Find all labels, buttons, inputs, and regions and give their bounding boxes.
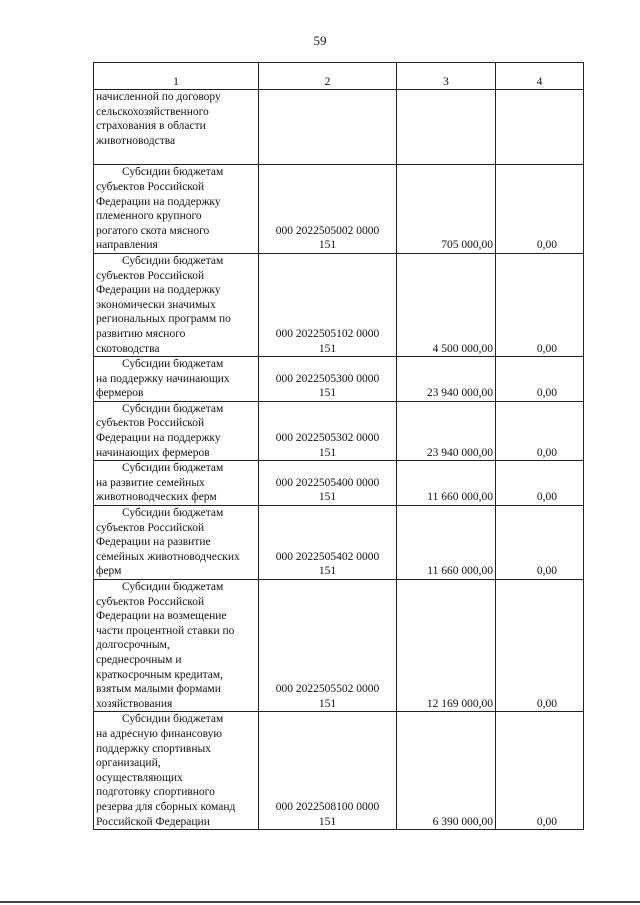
table-row: [94, 506, 584, 580]
row-amount-cell: 4 500 000,00: [397, 253, 496, 356]
row-name-line: Субсидии бюджетам: [122, 713, 224, 726]
row-value-cell: 0,00: [496, 506, 584, 580]
row-amount-cell: 12 169 000,00: [397, 580, 496, 712]
row-code-line: 000 2022505102 0000: [275, 327, 380, 340]
row-code-line: 151: [318, 342, 337, 355]
column-header-4: 4: [496, 63, 584, 90]
row-code-line: 151: [318, 565, 337, 578]
row-name-line: ферм: [96, 565, 122, 578]
row-code-line: 000 2022505302 0000: [275, 432, 380, 445]
row-name-line: Субсидии бюджетам: [122, 462, 224, 475]
row-code-cell: [259, 506, 397, 580]
row-name-line: взятым малыми формами: [96, 683, 221, 696]
row-name-cell: [94, 461, 259, 506]
row-name-line: на поддержку начинающих: [96, 372, 230, 385]
scan-bottom-edge: [0, 901, 640, 903]
row-name-line: субъектов Российской: [96, 269, 205, 282]
row-name-line: Субсидии бюджетам: [122, 402, 224, 415]
row-name-line: скотоводства: [96, 342, 160, 355]
table-row: [94, 461, 584, 506]
row-name-cell: [94, 580, 259, 712]
row-value-cell: 0,00: [496, 712, 584, 830]
row-code-cell: [259, 253, 397, 356]
row-name-line: поддержку спортивных: [96, 742, 211, 755]
row-name-line: семейных животноводческих: [96, 550, 240, 563]
row-code-cell: [259, 461, 397, 506]
row-name-cell: [94, 165, 259, 254]
row-name-line: рогатого скота мясного: [96, 224, 210, 237]
row-code-cell: [259, 165, 397, 254]
row-name-line: на адресную финансовую: [96, 727, 222, 740]
row-name-line: Федерации на поддержку: [96, 284, 221, 297]
row-name-line: Федерации на поддержку: [96, 195, 221, 208]
row-value-cell: 0,00: [496, 253, 584, 356]
row-code-cell: [259, 357, 397, 402]
row-name-line: животноводства: [96, 134, 176, 147]
row-amount-cell: [397, 90, 496, 165]
row-code-line: 000 2022505502 0000: [275, 683, 380, 696]
row-code-line: 000 2022505400 0000: [275, 476, 380, 489]
row-name-line: начинающих фермеров: [96, 446, 210, 459]
row-name-line: экономически значимых: [96, 298, 216, 311]
row-code-line: 000 2022505002 0000: [275, 224, 380, 237]
row-name-cell: [94, 712, 259, 830]
row-code-cell: [259, 401, 397, 460]
row-name-line: фермеров: [96, 387, 144, 400]
row-name-line: субъектов Российской: [96, 180, 205, 193]
row-name-line: Субсидии бюджетам: [122, 358, 224, 371]
row-code-line: 151: [318, 491, 337, 504]
row-value-cell: 0,00: [496, 580, 584, 712]
row-name-line: Субсидии бюджетам: [122, 166, 224, 179]
table-row: [94, 357, 584, 402]
column-header-3: 3: [397, 63, 496, 90]
row-name-line: подготовку спортивного: [96, 786, 215, 799]
table-header-row: [94, 63, 584, 90]
row-amount-cell: 705 000,00: [397, 165, 496, 254]
table-row: [94, 253, 584, 356]
row-name-cell: [94, 253, 259, 356]
row-value-cell: 0,00: [496, 401, 584, 460]
row-name-line: части процентной ставки по: [96, 624, 235, 637]
column-header-2: 2: [259, 63, 397, 90]
table-row: [94, 712, 584, 830]
row-code-cell: [259, 580, 397, 712]
row-amount-cell: 11 660 000,00: [397, 461, 496, 506]
row-value-cell: 0,00: [496, 461, 584, 506]
row-name-line: Федерации на развитие: [96, 536, 211, 549]
row-code-line: 151: [318, 239, 337, 252]
table-row: [94, 401, 584, 460]
row-name-line: организаций,: [96, 757, 161, 770]
budget-table: [93, 62, 584, 830]
row-name-line: направления: [96, 239, 158, 252]
row-name-cell: [94, 506, 259, 580]
row-name-line: племенного крупного: [96, 210, 202, 223]
row-name-line: сельскохозяйственного: [96, 105, 209, 118]
row-amount-cell: 23 940 000,00: [397, 401, 496, 460]
row-code-line: 151: [318, 446, 337, 459]
row-name-line: резерва для сборных команд: [96, 800, 236, 813]
row-code-line: 000 2022505402 0000: [275, 550, 380, 563]
row-name-line: субъектов Российской: [96, 417, 205, 430]
table-row: [94, 165, 584, 254]
row-code-line: 151: [318, 387, 337, 400]
row-name-line: Субсидии бюджетам: [122, 254, 224, 267]
row-name-line: краткосрочным кредитам,: [96, 668, 224, 681]
row-name-line: долгосрочным,: [96, 639, 170, 652]
row-name-line: животноводческих ферм: [96, 491, 217, 504]
row-name-line: Российской Федерации: [96, 815, 210, 828]
row-name-line: развитию мясного: [96, 327, 186, 340]
row-name-line: субъектов Российской: [96, 595, 205, 608]
row-value-cell: 0,00: [496, 165, 584, 254]
row-amount-cell: 23 940 000,00: [397, 357, 496, 402]
row-name-line: на развитие семейных: [96, 476, 205, 489]
table-body: [94, 63, 584, 830]
row-value-cell: 0,00: [496, 357, 584, 402]
row-name-line: Субсидии бюджетам: [122, 581, 224, 593]
row-name-cell: [94, 357, 259, 402]
row-value-cell: [496, 90, 584, 165]
row-name-line: субъектов Российской: [96, 521, 205, 534]
row-amount-cell: 11 660 000,00: [397, 506, 496, 580]
row-code-line: 151: [318, 697, 337, 710]
row-code-line: 000 2022505300 0000: [275, 372, 380, 385]
row-name-line: Субсидии бюджетам: [122, 507, 224, 520]
row-name-line: Федерации на возмещение: [96, 610, 227, 623]
row-name-line: осуществляющих: [96, 771, 183, 784]
row-name-line: среднесрочным и: [96, 653, 182, 666]
row-name-line: Федерации на поддержку: [96, 432, 221, 445]
column-header-1: 1: [94, 63, 259, 90]
row-code-line: 151: [318, 815, 337, 828]
row-name-line: региональных программ по: [96, 313, 231, 326]
row-code-line: 000 2022508100 0000: [275, 800, 380, 813]
row-name-cell: [94, 401, 259, 460]
table-row: [94, 90, 584, 165]
table-row: [94, 580, 584, 712]
row-name-line: начисленной по договору: [96, 91, 221, 103]
row-code-cell: [259, 90, 397, 165]
page-number: 59: [313, 33, 327, 48]
row-code-cell: [259, 712, 397, 830]
row-name-line: хозяйствования: [96, 697, 173, 710]
row-name-line: страхования в области: [96, 120, 206, 133]
row-name-cell: [94, 90, 259, 165]
row-amount-cell: 6 390 000,00: [397, 712, 496, 830]
